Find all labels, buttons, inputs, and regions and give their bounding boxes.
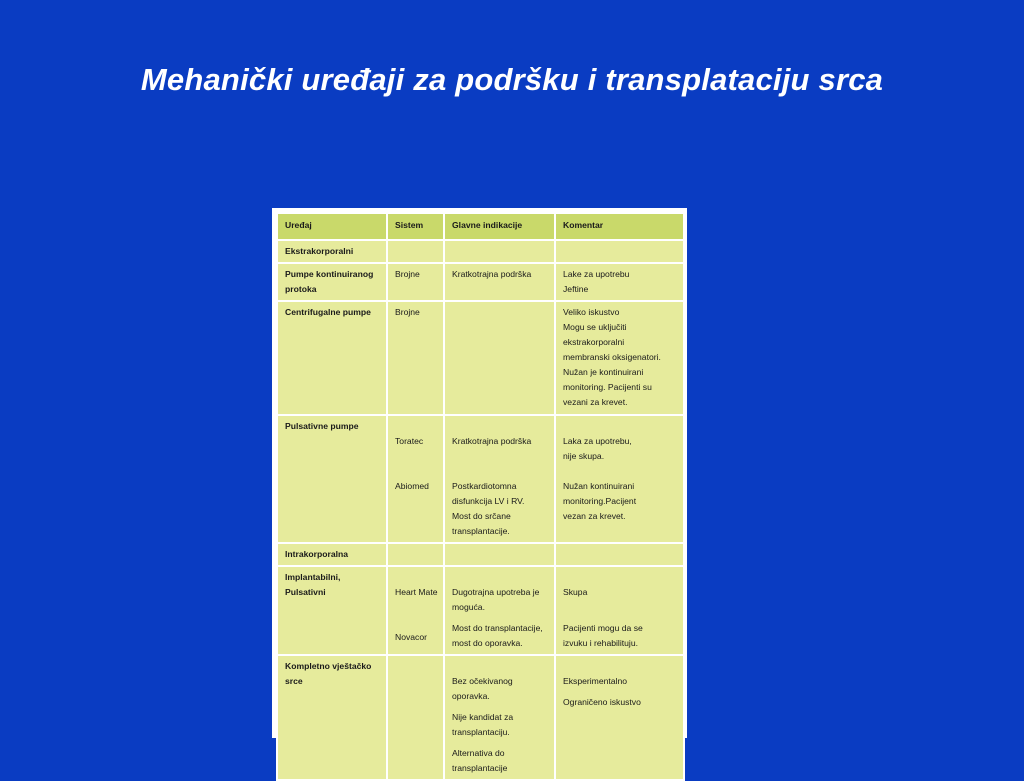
indication-text: Bez očekivanog oporavka. — [452, 676, 513, 701]
empty-cell — [387, 240, 444, 263]
device-name: Centrifugalne pumpe — [277, 301, 387, 415]
table-row — [277, 543, 684, 566]
system-cell — [387, 566, 444, 655]
indication-text: Nije kandidat za transplantaciju. — [452, 712, 514, 737]
system-cell: Brojne — [387, 301, 444, 415]
system-cell — [387, 415, 444, 543]
system-toratec: Toratec — [395, 436, 424, 446]
comment-cell — [555, 566, 684, 655]
indication-text: Most do transplantacije, most do oporavka. — [452, 623, 543, 648]
indication-text: Postkardiotomna disfunkcija LV i RV. Most do srčane transplantacije. — [452, 481, 525, 536]
header-komentar: Komentar — [555, 213, 684, 240]
header-sistem: Sistem — [387, 213, 444, 240]
comment-cell: Lake za upotrebu Jeftine — [555, 263, 684, 301]
slide-title: Mehanički uređaji za podršku i transplataciju srca — [140, 62, 884, 97]
comment-text: Nužan kontinuirani monitoring.Pacijent vezan za krevet. — [563, 481, 637, 521]
system-heart-mate: Heart Mate — [395, 587, 438, 597]
system-cell: Brojne — [387, 263, 444, 301]
comment-text: Eksperimentalno — [563, 676, 628, 686]
system-cell — [387, 655, 444, 780]
device-name: Pulsativne pumpe — [277, 415, 387, 543]
device-name: Kompletno vještačko srce — [277, 655, 387, 780]
indications-cell: Kratkotrajna podrška — [444, 263, 555, 301]
table-image-frame — [272, 208, 687, 773]
comment-text: Skupa — [563, 587, 588, 597]
table-row — [277, 301, 684, 415]
comment-cell: Veliko iskustvo Mogu se uključiti ekstrakorporalni membranski oksigenatori. Nužan je kontinuirani monitoring. Pacijenti su vezani za krevet. — [555, 301, 684, 415]
comment-text: Laka za upotrebu, nije skupa. — [563, 436, 632, 461]
section-ekstrakorporalni: Ekstrakorporalni — [277, 240, 387, 263]
table-row — [277, 415, 684, 543]
device-name: Pumpe kontinuiranog protoka — [277, 263, 387, 301]
system-abiomed: Abiomed — [395, 481, 429, 491]
table-row — [277, 566, 684, 655]
header-glavne-indikacije: Glavne indikacije — [444, 213, 555, 240]
header-uredjaj: Uređaj — [277, 213, 387, 240]
empty-cell — [444, 543, 555, 566]
empty-cell — [555, 240, 684, 263]
device-name: Implantabilni, Pulsativni — [277, 566, 387, 655]
table-row — [277, 240, 684, 263]
indication-text: Alternativa do transplantacije — [452, 748, 508, 773]
comment-cell — [555, 415, 684, 543]
indication-text: Kratkotrajna podrška — [452, 436, 532, 446]
indications-cell — [444, 415, 555, 543]
comment-cell — [555, 655, 684, 780]
table-row — [277, 263, 684, 301]
indications-cell — [444, 301, 555, 415]
devices-table — [276, 212, 685, 781]
empty-cell — [387, 543, 444, 566]
empty-cell — [555, 543, 684, 566]
indications-cell — [444, 566, 555, 655]
table-row — [277, 655, 684, 780]
system-novacor: Novacor — [395, 632, 427, 642]
indications-cell — [444, 655, 555, 780]
comment-text: Pacijenti mogu da se izvuku i rehabilituju. — [563, 623, 643, 648]
section-intrakorporalna: Intrakorporalna — [277, 543, 387, 566]
empty-cell — [444, 240, 555, 263]
indication-text: Dugotrajna upotreba je moguća. — [452, 587, 540, 612]
comment-text: Ograničeno iskustvo — [563, 697, 641, 707]
table-header-row — [277, 213, 684, 240]
